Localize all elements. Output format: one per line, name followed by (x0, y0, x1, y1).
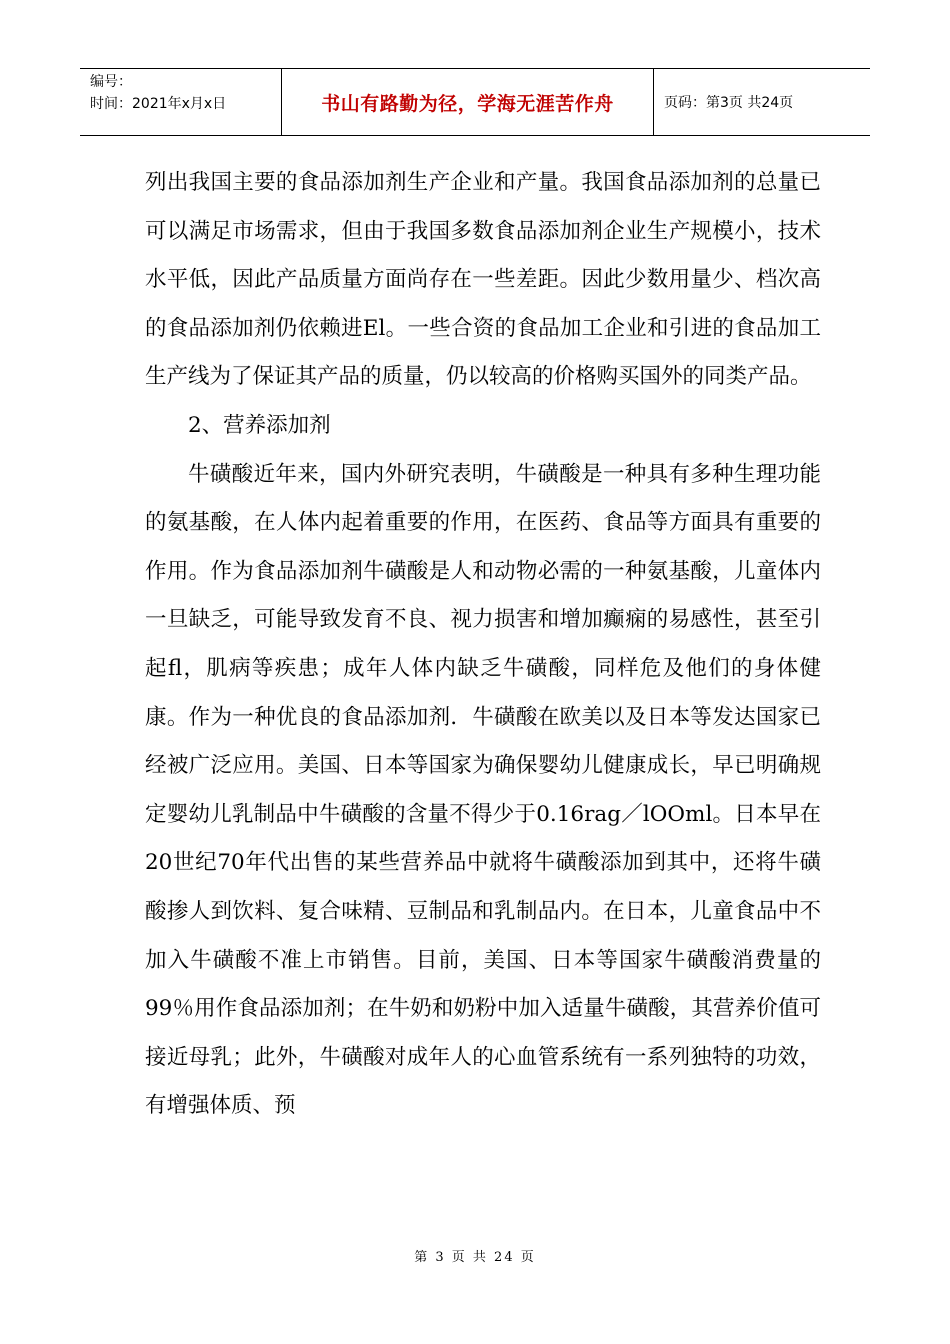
header-meta (80, 69, 282, 135)
header-page-info: 页码：第3页 共24页 (664, 95, 794, 111)
document-header (80, 68, 870, 136)
number-label: 编号： (90, 74, 132, 90)
header-motto: 书山有路勤为径，学海无涯苦作舟 (282, 69, 654, 135)
paragraph: 牛磺酸近年来，国内外研究表明，牛磺酸是一种具有多种生理功能的氨基酸，在人体内起着重要的作用，在医药、食品等方面具有重要的作用。作为食品添加剂牛磺酸是人和动物必需的一种氨基酸，儿童体内一旦缺乏，可能导致发育不良、视力损害和增加癫痫的易感性，甚至引起fl，肌病等疾患；成年人体内缺乏牛磺酸，同样危及他们的身体健康。作为一种优良的食品添加剂．牛磺酸在欧美以及日本等发达国家已经被广泛应用。美国、日本等国家为确保婴幼儿健康成长，早已明确规定婴幼儿乳制品中牛磺酸的含量不得少于0.16rag／lOOml。日本早在20世纪70年代出售的某些营养品中就将牛磺酸添加到其中，还将牛磺酸掺人到饮料、复合味精、豆制品和乳制品内。在日本，儿童食品中不加入牛磺酸不准上市销售。目前，美国、日本等国家牛磺酸消费量的99％用作食品添加剂；在牛奶和奶粉中加入适量牛磺酸，其营养价值可接近母乳；此外，牛磺酸对成年人的心血管系统有一系列独特的功效，有增强体质、预 (145, 461, 821, 1119)
document-body (145, 159, 821, 1131)
section-heading: 2、营养添加剂 (188, 412, 331, 438)
time-label: 时间：2021年x月x日 (90, 96, 227, 112)
paragraph: 列出我国主要的食品添加剂生产企业和产量。我国食品添加剂的总量已可以满足市场需求，但由于我国多数食品添加剂企业生产规模小，技术水平低，因此产品质量方面尚存在一些差距。因此少数用量少、档次高的食品添加剂仍依赖进El。一些合资的食品加工企业和引进的食品加工生产线为了保证其产品的质量，仍以较高的价格购买国外的同类产品。 (145, 170, 821, 390)
page-footer: 第 3 页 共 24 页 (414, 1250, 536, 1265)
